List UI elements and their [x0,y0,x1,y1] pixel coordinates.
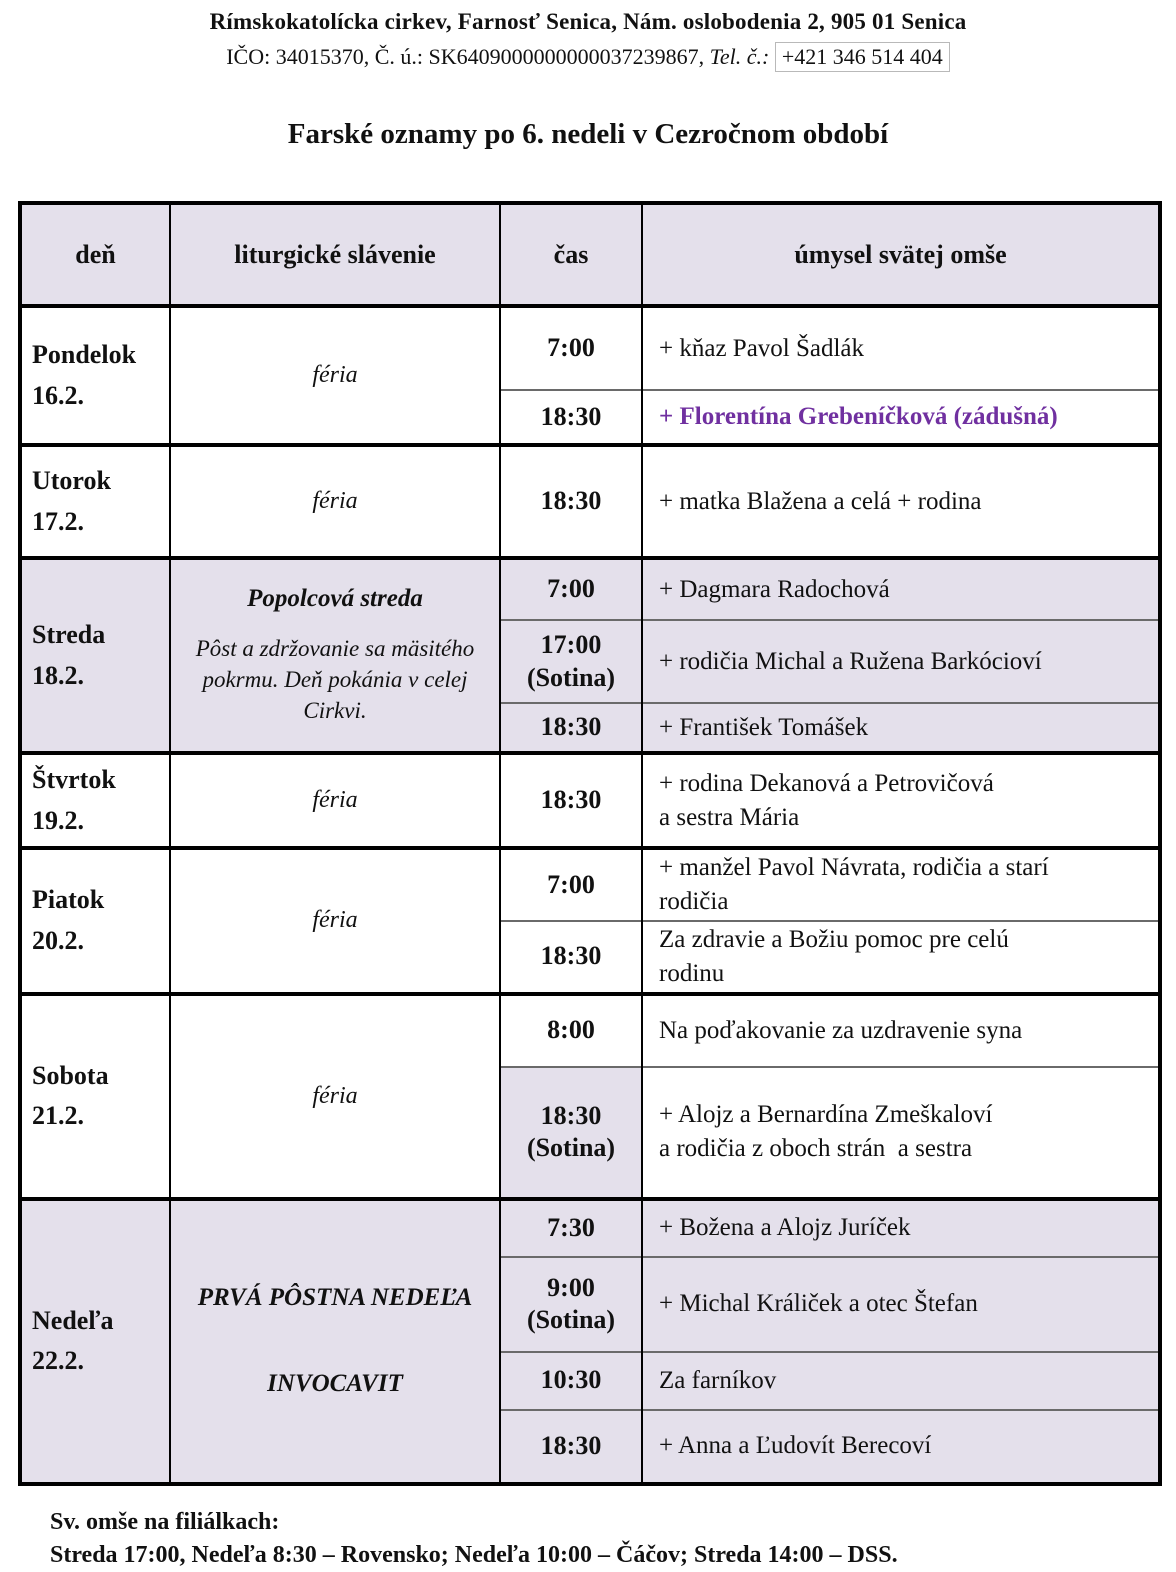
mass-time: 18:30 [540,712,602,742]
day-cell-pondelok [20,306,170,445]
table-header-row [20,203,1160,306]
intention-cell [642,921,1160,994]
mass-intention: + Michal Králiček a otec Štefan [659,1290,978,1318]
intention-cell [642,1410,1160,1484]
column-header-den: deň [20,203,170,306]
mass-time: 8:00 [547,1015,595,1045]
day-date: 20.2. [32,925,84,955]
feast-cell [170,306,500,445]
day-cell-utorok [20,445,170,558]
intention-cell [642,753,1160,848]
intention-cell [642,1067,1160,1199]
intention-cell [642,390,1160,445]
day-date: 21.2. [32,1101,84,1130]
filial-masses-schedule: Streda 17:00, Nedeľa 8:30 – Rovensko; Nedeľa 10:00 – Čáčov; Streda 14:00 – DSS. [50,1541,898,1568]
mass-intention: a rodičia z oboch strán a sestra [659,1135,973,1162]
mass-intention: + Alojz a Bernardína Zmeškaloví [659,1101,993,1129]
mass-time: 7:00 [547,333,595,363]
ico-account-text: IČO: 34015370, Č. ú.: SK6409000000000037239867, [226,44,705,69]
feast-label: féria [312,1082,358,1109]
mass-time: 18:30 [540,941,602,971]
day-name: Utorok [32,466,111,496]
time-cell [500,1067,642,1199]
mass-intention: + rodičia Michal a Ružena Barkócioví [659,647,1042,675]
filial-masses-heading: Sv. omše na filiálkach: [50,1508,280,1535]
time-cell [500,703,642,753]
day-date: 18.2. [32,660,84,690]
mass-intention-highlighted: + Florentína Grebeníčková (zádušná) [659,403,1058,431]
mass-time: 7:00 [547,869,595,899]
day-name: Nedeľa [32,1305,114,1335]
day-name: Sobota [32,1060,109,1090]
intention-cell [642,848,1160,921]
feast-cell [170,848,500,994]
mass-intention: + matka Blažena a celá + rodina [659,487,982,515]
time-cell [500,994,642,1067]
feast-subtitle: INVOCAVIT [267,1370,403,1397]
mass-time: 7:30 [547,1212,595,1242]
mass-intention: Na poďakovanie za uzdravenie syna [659,1016,1023,1044]
intention-cell [642,1352,1160,1410]
time-cell [500,848,642,921]
feast-title: PRVÁ PÔSTNA NEDEĽA [197,1284,473,1311]
column-header-cas: čas [500,203,642,306]
feast-cell [170,445,500,558]
day-date: 19.2. [32,805,84,835]
day-date: 22.2. [32,1346,84,1375]
day-cell-piatok [20,848,170,994]
intention-cell [642,703,1160,753]
table-row [20,306,1160,390]
mass-time: 7:00 [547,574,595,604]
time-cell [500,753,642,848]
time-cell [500,620,642,703]
mass-intention: rodičia [659,887,729,915]
feast-label: féria [312,787,358,813]
mass-intention: + rodina Dekanová a Petrovičová [659,769,994,797]
day-date: 17.2. [32,506,84,536]
time-cell [500,1410,642,1484]
filial-masses-note [50,1506,1176,1572]
day-name: Streda [32,620,106,650]
day-name: Štvrtok [32,765,116,795]
feast-label: féria [312,488,358,514]
feast-note: Pôst a zdržovanie sa mäsitého pokrmu. Deň pokánia v celej Cirkvi. [195,635,475,724]
feast-cell [170,753,500,848]
time-cell [500,1257,642,1352]
mass-intention: + Božena a Alojz Juríček [659,1214,911,1242]
intention-cell [642,994,1160,1067]
feast-label: féria [312,362,358,388]
time-cell [500,306,642,390]
mass-time: 18:30 [540,785,602,815]
time-cell [500,390,642,445]
mass-time: 18:30 [540,1430,602,1460]
table-row [20,1199,1160,1257]
page-title: Farské oznamy po 6. nedeli v Cezročnom období [287,118,889,150]
mass-intention: rodinu [659,959,725,987]
table-row [20,753,1160,848]
time-cell [500,1352,642,1410]
mass-intention: + kňaz Pavol Šadlák [659,334,865,362]
intention-cell [642,445,1160,558]
mass-schedule-table [18,201,1162,1486]
feast-cell [170,558,500,753]
tel-label: Tel. č.: [709,44,770,69]
organization-line: Rímskokatolícka cirkev, Farnosť Senica, Nám. oslobodenia 2, 905 01 Senica [209,9,967,34]
column-header-umysel: úmysel svätej omše [642,203,1160,306]
day-name: Piatok [32,885,105,915]
intention-cell [642,620,1160,703]
mass-intention: a sestra Mária [659,803,800,831]
time-cell [500,558,642,620]
day-name: Pondelok [32,340,137,370]
time-cell [500,445,642,558]
feast-label: féria [312,907,358,934]
mass-intention: + Anna a Ľudovít Berecoví [659,1432,932,1460]
day-cell-streda [20,558,170,753]
table-row [20,994,1160,1067]
info-line [0,42,1176,72]
mass-time: 18:30 [540,1100,602,1130]
day-cell-stvrtok [20,753,170,848]
mass-intention: + František Tomášek [659,713,869,741]
table-row [20,558,1160,620]
feast-cell [170,994,500,1199]
table-row [20,445,1160,558]
document-header [0,0,1176,72]
time-cell [500,1199,642,1257]
mass-time: 18:30 [540,486,602,516]
mass-intention: Za zdravie a Božiu pomoc pre celú [659,925,1009,953]
mass-place: (Sotina) [526,1133,616,1162]
intention-cell [642,1199,1160,1257]
day-cell-sobota [20,994,170,1199]
mass-intention: + manžel Pavol Návrata, rodičia a starí [659,854,1049,881]
mass-time: 9:00 [547,1272,595,1302]
day-date: 16.2. [32,380,84,410]
mass-time: 18:30 [540,401,602,431]
feast-cell [170,1199,500,1484]
mass-time: 10:30 [540,1365,602,1395]
mass-place: (Sotina) [526,662,616,692]
column-header-liturgicke-slavenie: liturgické slávenie [170,203,500,306]
time-cell [500,921,642,994]
intention-cell [642,1257,1160,1352]
day-cell-nedela [20,1199,170,1484]
mass-place: (Sotina) [526,1305,616,1334]
intention-cell [642,558,1160,620]
mass-intention: Za farníkov [659,1366,777,1394]
mass-intention: + Dagmara Radochová [659,575,890,603]
table-row [20,848,1160,921]
feast-title: Popolcová streda [247,584,423,612]
phone-link[interactable]: +421 346 514 404 [775,42,950,72]
mass-time: 17:00 [540,630,602,659]
intention-cell [642,306,1160,390]
